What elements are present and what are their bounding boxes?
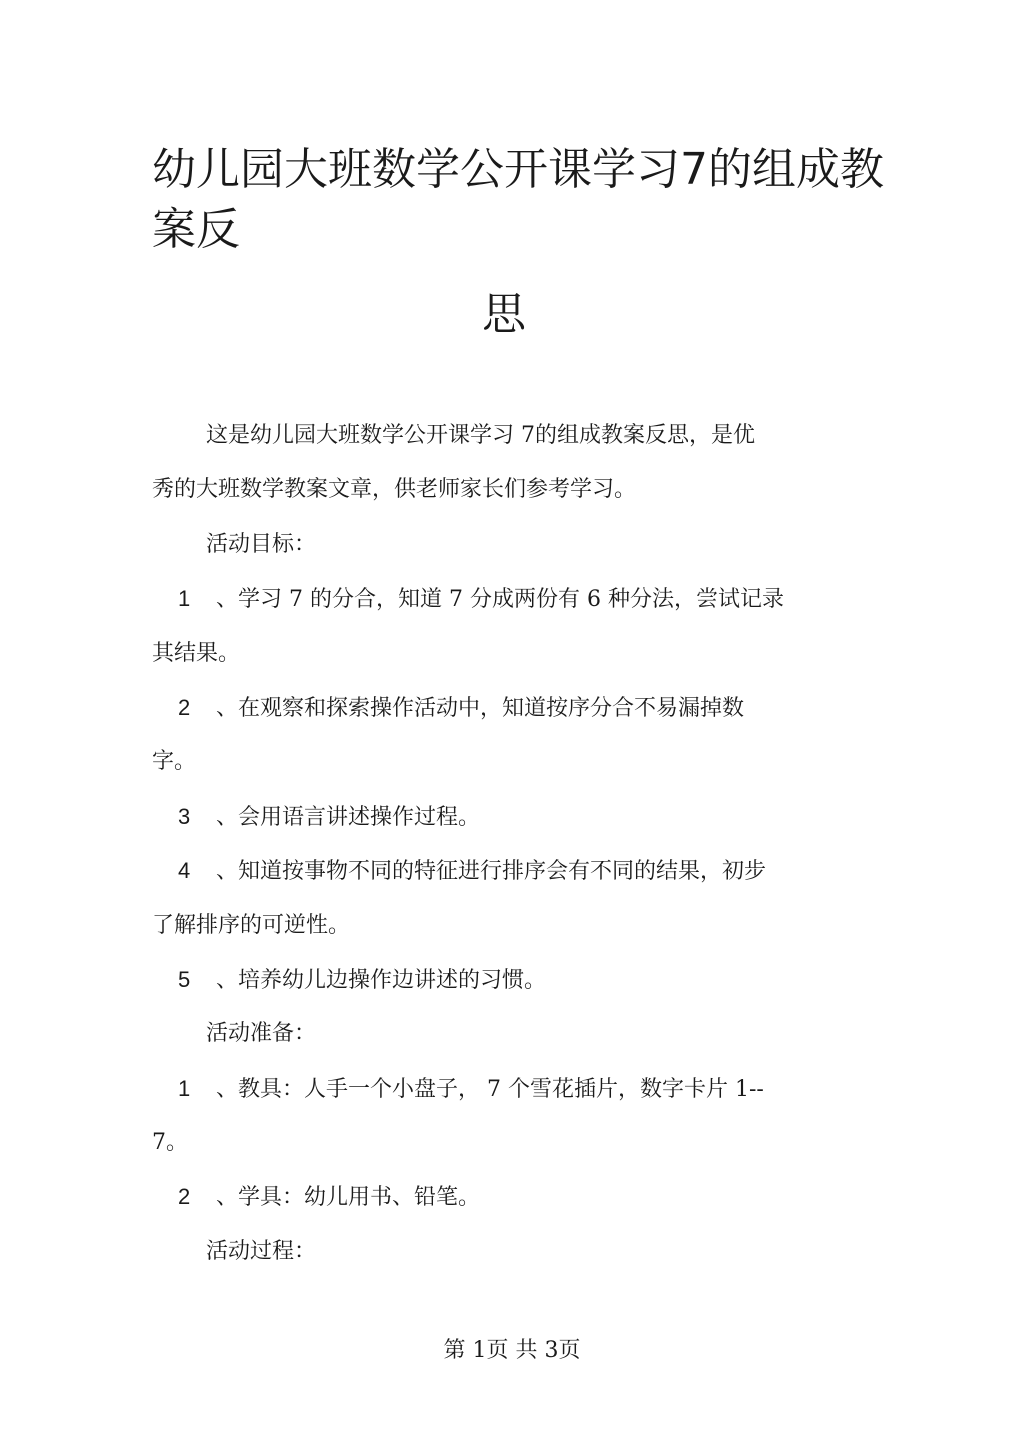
goal-item-5 xyxy=(152,953,852,1007)
goal-number-4: 4 xyxy=(178,858,191,884)
process-heading: 活动过程： xyxy=(206,1238,317,1264)
prep-item-1-continued: 7。 xyxy=(152,1130,188,1156)
goal-text-3: 、会用语言讲述操作过程。 xyxy=(216,804,481,830)
goal-text-5: 、培养幼儿边操作边讲述的习惯。 xyxy=(216,967,547,993)
goal-item-2 xyxy=(152,681,852,735)
goal-text-1: 、学习 7 的分合，知道 7 分成两份有 6 种分法，尝试记录 xyxy=(216,587,784,613)
intro-paragraph-line-1: 这是幼儿园大班数学公开课学习 7的组成教案反思，是优 xyxy=(206,423,755,448)
title-line-3: 思 xyxy=(482,289,526,340)
goal-item-3 xyxy=(152,790,852,844)
document-title xyxy=(152,140,884,340)
goal-number-3: 3 xyxy=(178,803,191,829)
goal-item-2-continued: 字。 xyxy=(152,749,197,775)
prep-text-2: 、学具：幼儿用书、铅笔。 xyxy=(216,1185,481,1211)
prep-text-1: 、教具：人手一个小盘子， 7 个雪花插片，数字卡片 1-- xyxy=(216,1076,764,1102)
document-body xyxy=(152,409,852,1279)
prep-heading: 活动准备： xyxy=(206,1021,317,1047)
goal-text-4: 、知道按事物不同的特征进行排序会有不同的结果，初步 xyxy=(216,859,767,885)
title-line-2: 案反 xyxy=(152,204,240,255)
prep-item-1 xyxy=(152,1062,852,1116)
goal-item-1-continued: 其结果。 xyxy=(152,640,241,666)
prep-number-2: 2 xyxy=(178,1184,191,1210)
prep-number-1: 1 xyxy=(178,1075,191,1101)
goal-item-4-continued: 了解排序的可逆性。 xyxy=(152,912,351,938)
goal-item-4 xyxy=(152,844,852,898)
goal-item-1 xyxy=(152,572,852,626)
goal-number-1: 1 xyxy=(178,586,191,612)
title-line-1: 幼儿园大班数学公开课学习7的组成教 xyxy=(152,144,884,195)
page-number-label: 第 1页 共 3页 xyxy=(443,1338,581,1363)
page-footer xyxy=(0,1336,1024,1366)
goal-number-5: 5 xyxy=(178,966,191,992)
intro-paragraph-line-2: 秀的大班数学教案文章，供老师家长们参考学习。 xyxy=(152,477,637,503)
goal-text-2: 、在观察和探索操作活动中，知道按序分合不易漏掉数 xyxy=(216,695,745,721)
goals-heading: 活动目标： xyxy=(206,531,317,557)
goal-number-2: 2 xyxy=(178,694,191,720)
prep-item-2 xyxy=(152,1170,852,1224)
